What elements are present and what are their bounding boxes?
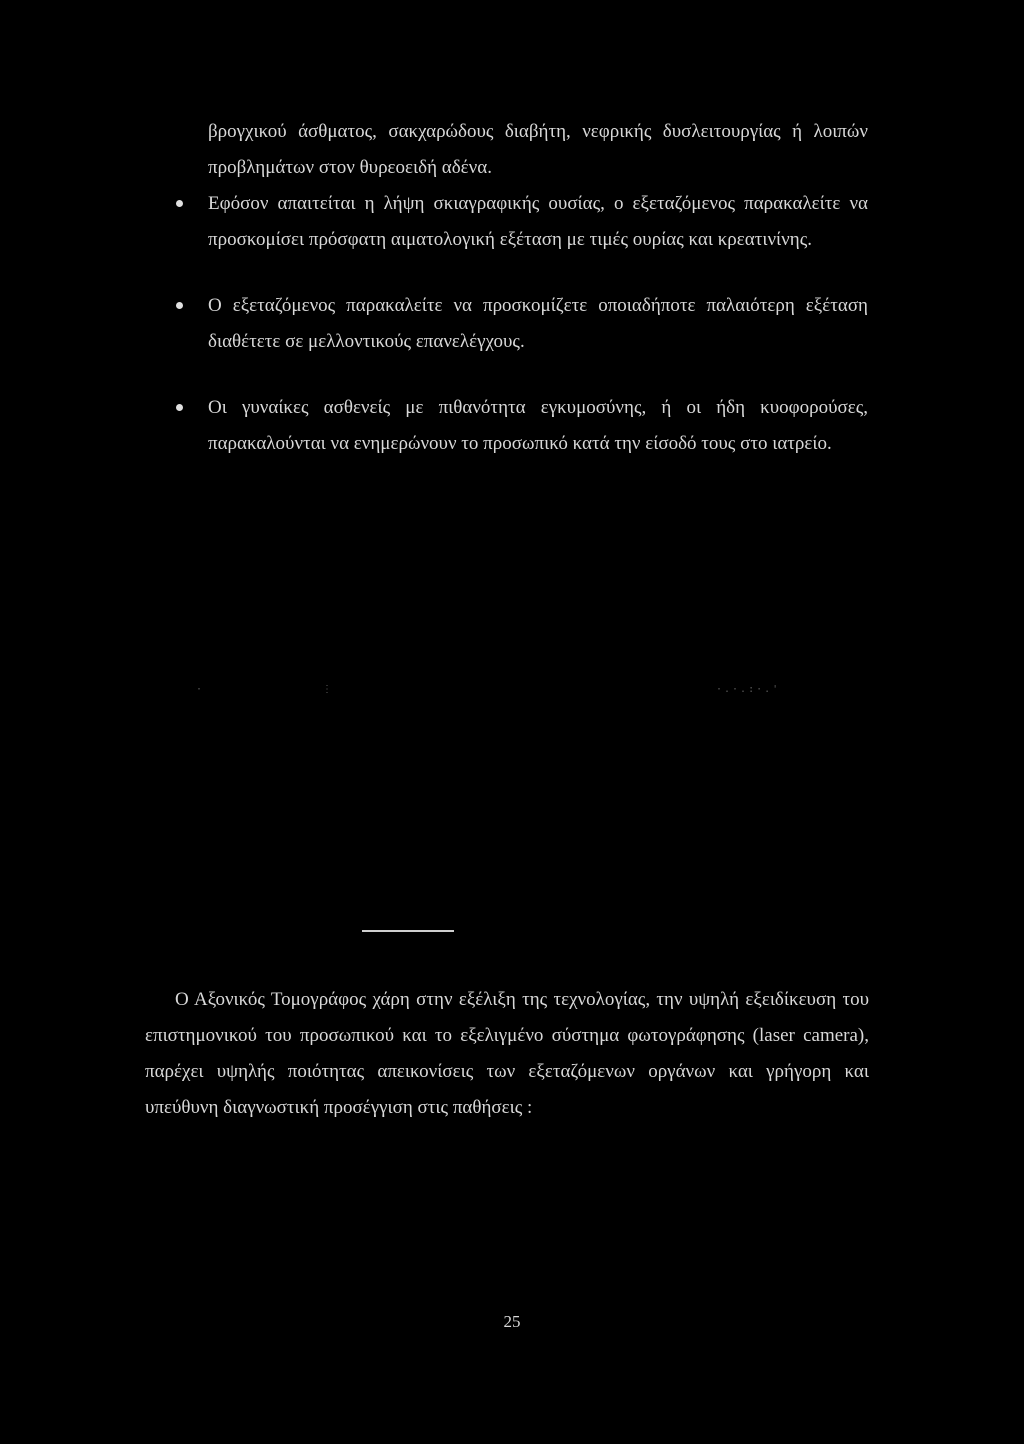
bullet-text: Οι γυναίκες ασθενείς με πιθανότητα εγκυμοσύνης, ή οι ήδη κυοφορούσες, παρακαλούνται να ενημερώνουν το προσωπικό κατά την είσοδό τους στο ιατρείο. [208, 397, 868, 454]
separator-rule [362, 930, 454, 932]
scan-speck: · [196, 684, 205, 695]
bullet-item [176, 186, 868, 258]
scan-speck: ⋮ [322, 684, 334, 695]
page-number: 25 [503, 1312, 521, 1331]
continuation-text: βρογχικού άσθματος, σακχαρώδους διαβήτη, νεφρικής δυσλειτουργίας ή λοιπών προβλημάτων στον θυρεοειδή αδένα. [208, 121, 868, 178]
bullet-text: Ο εξεταζόμενος παρακαλείτε να προσκομίζετε οποιαδήποτε παλαιότερη εξέταση διαθέτετε σε μελλοντικούς επανελέγχους. [208, 295, 868, 352]
bullet-item [176, 288, 868, 360]
bullet-icon [176, 404, 183, 411]
bullet-text: Εφόσον απαιτείται η λήψη σκιαγραφικής ουσίας, ο εξεταζόμενος παρακαλείτε να προσκομίσει πρόσφατη αιματολογική εξέταση με τιμές ουρίας και κρεατινίνης. [208, 193, 868, 250]
bullet-list [176, 186, 868, 492]
bullet-item [176, 390, 868, 462]
bullet-icon [176, 200, 183, 207]
bullet-icon [176, 302, 183, 309]
body-paragraph: Ο Αξονικός Τομογράφος χάρη στην εξέλιξη της τεχνολογίας, την υψηλή εξειδίκευση του επιστημονικού του προσωπικού και το εξελιγμένο σύστημα φωτογράφησης (laser camera), παρέχει υψηλής ποιότητας απεικονίσεις των εξεταζόμενων οργάνων και γρήγορη και υπεύθυνη διαγνωστική προσέγγιση στις παθήσεις : [145, 989, 869, 1118]
scan-speck: ·.·.:·.' [716, 684, 781, 695]
